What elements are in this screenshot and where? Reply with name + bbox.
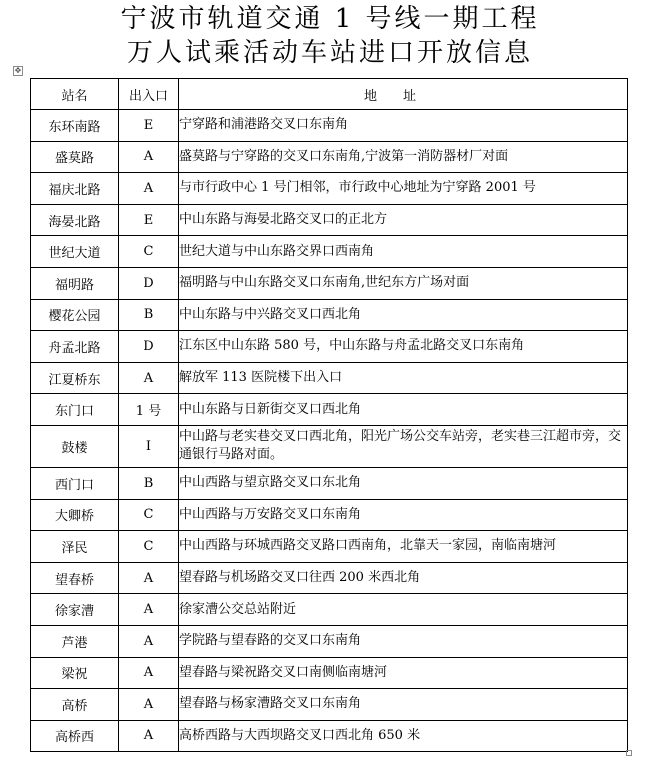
station-name-cell: 世纪大道 (31, 236, 119, 268)
address-cell: 世纪大道与中山东路交界口西南角 (179, 236, 628, 268)
address-cell: 中山西路与万安路交叉口东南角 (179, 499, 628, 531)
address-cell: 解放军 113 医院楼下出入口 (179, 362, 628, 394)
station-name-cell: 福明路 (31, 267, 119, 299)
table-row (31, 625, 628, 657)
document-title-line-2: 万人试乘活动车站进口开放信息 (126, 38, 533, 68)
address-cell: 望春路与杨家漕路交叉口东南角 (179, 689, 628, 721)
exit-cell: A (119, 362, 179, 394)
table-row (31, 236, 628, 268)
table-row (31, 531, 628, 563)
header-address: 地址 (179, 79, 628, 110)
station-name-cell: 芦港 (31, 625, 119, 657)
address-cell: 中山西路与望京路交叉口东北角 (179, 467, 628, 499)
address-cell: 福明路与中山东路交叉口东南角,世纪东方广场对面 (179, 267, 628, 299)
station-name-cell: 盛莫路 (31, 141, 119, 173)
exit-cell: B (119, 467, 179, 499)
station-name-cell: 樱花公园 (31, 299, 119, 331)
station-name-cell: 梁祝 (31, 657, 119, 689)
table-row (31, 173, 628, 205)
table-row (31, 362, 628, 394)
exit-cell: B (119, 299, 179, 331)
table-row (31, 657, 628, 689)
table-row (31, 110, 628, 142)
table-row (31, 562, 628, 594)
exit-cell: E (119, 204, 179, 236)
page-end-marker (626, 750, 632, 756)
address-cell: 学院路与望春路的交叉口东南角 (179, 625, 628, 657)
table-row (31, 425, 628, 467)
address-cell: 宁穿路和浦港路交叉口东南角 (179, 110, 628, 142)
station-name-cell: 徐家漕 (31, 594, 119, 626)
exit-cell: A (119, 562, 179, 594)
document-title-line-1: 宁波市轨道交通 1 号线一期工程 (120, 4, 540, 34)
exit-cell: A (119, 720, 179, 752)
address-cell: 中山西路与环城西路交叉路口西南角，北靠天一家园，南临南塘河 (179, 531, 628, 563)
header-exit: 出入口 (119, 79, 179, 110)
table-row (31, 331, 628, 363)
table-row (31, 594, 628, 626)
table-row (31, 394, 628, 426)
table-row (31, 467, 628, 499)
address-cell: 徐家漕公交总站附近 (179, 594, 628, 626)
station-name-cell: 望春桥 (31, 562, 119, 594)
table-move-handle-icon[interactable]: ✥ (14, 66, 22, 75)
address-cell: 中山东路与日新街交叉口西北角 (179, 394, 628, 426)
table-header-row (31, 79, 628, 110)
exit-cell: I (119, 425, 179, 467)
table-row (31, 499, 628, 531)
exit-cell: 1 号 (119, 394, 179, 426)
exit-cell: C (119, 499, 179, 531)
station-name-cell: 东门口 (31, 394, 119, 426)
exit-cell: D (119, 331, 179, 363)
station-name-cell: 鼓楼 (31, 425, 119, 467)
exit-cell: A (119, 657, 179, 689)
station-name-cell: 高桥西 (31, 720, 119, 752)
station-name-cell: 舟孟北路 (31, 331, 119, 363)
exit-cell: C (119, 531, 179, 563)
exit-cell: E (119, 110, 179, 142)
station-name-cell: 福庆北路 (31, 173, 119, 205)
station-name-cell: 高桥 (31, 689, 119, 721)
address-cell: 盛莫路与宁穿路的交叉口东南角,宁波第一消防器材厂对面 (179, 141, 628, 173)
exit-cell: C (119, 236, 179, 268)
exit-cell: A (119, 594, 179, 626)
address-cell: 望春路与梁祝路交叉口南侧临南塘河 (179, 657, 628, 689)
address-cell: 与市行政中心 1 号门相邻，市行政中心地址为宁穿路 2001 号 (179, 173, 628, 205)
exit-cell: A (119, 689, 179, 721)
exit-cell: D (119, 267, 179, 299)
table-row (31, 267, 628, 299)
header-station: 站名 (31, 79, 119, 110)
station-name-cell: 泽民 (31, 531, 119, 563)
address-cell: 中山东路与海晏北路交叉口的正北方 (179, 204, 628, 236)
table-row (31, 689, 628, 721)
station-name-cell: 江夏桥东 (31, 362, 119, 394)
station-name-cell: 西门口 (31, 467, 119, 499)
address-cell: 望春路与机场路交叉口往西 200 米西北角 (179, 562, 628, 594)
station-name-cell: 东环南路 (31, 110, 119, 142)
station-name-cell: 海晏北路 (31, 204, 119, 236)
table-row (31, 141, 628, 173)
station-name-cell: 大卿桥 (31, 499, 119, 531)
table-row (31, 204, 628, 236)
table-row (31, 299, 628, 331)
address-cell: 中山路与老实巷交叉口西北角，阳光广场公交车站旁，老实巷三江超市旁，交通银行马路对面。 (179, 425, 628, 467)
exit-cell: A (119, 141, 179, 173)
exit-cell: A (119, 173, 179, 205)
table-row (31, 720, 628, 752)
address-cell: 江东区中山东路 580 号，中山东路与舟孟北路交叉口东南角 (179, 331, 628, 363)
exit-cell: A (119, 625, 179, 657)
address-cell: 高桥西路与大西坝路交叉口西北角 650 米 (179, 720, 628, 752)
address-cell: 中山东路与中兴路交叉口西北角 (179, 299, 628, 331)
station-exit-table (30, 78, 628, 752)
